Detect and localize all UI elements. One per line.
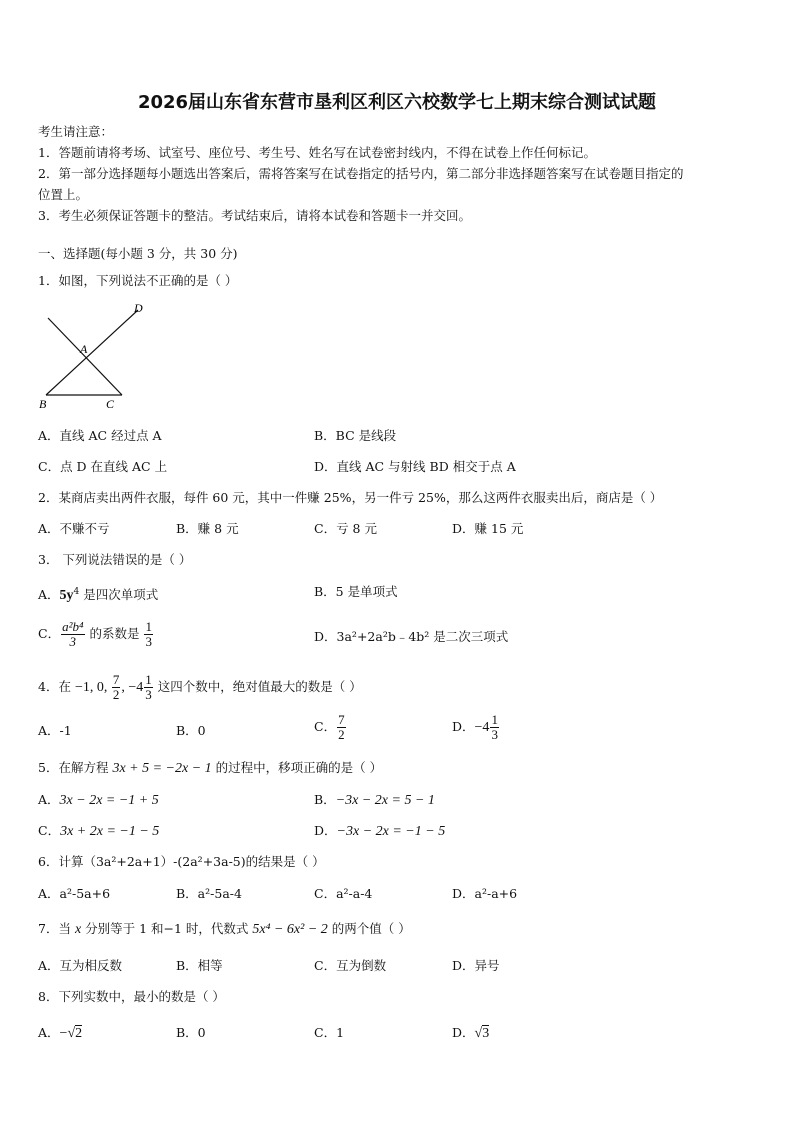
q1-option-b[interactable]: B．BC 是线段 [314,428,397,443]
q4-f2-den: 3 [145,687,152,702]
page-title: 2026届山东省东营市垦利区利区六校数学七上期末综合测试试题 [137,92,657,113]
q7-middle: 分别等于 1 和−1 时，代数式 [81,921,253,936]
q5-prefix: 5．在解方程 [38,760,113,775]
q4-f2-num: 1 [145,672,152,687]
q7-option-d[interactable]: D．异号 [452,958,500,973]
q4-d-prefix: D． [452,719,475,734]
q7-variable: x [74,922,82,937]
q4-fraction-1-3 [144,673,153,702]
q5-d-prefix: D． [314,823,337,838]
q3-a-suffix: 是四次单项式 [79,587,159,603]
q8-d-prefix: D． [452,1025,475,1040]
q4-f1-den: 2 [112,687,120,702]
q4-option-a[interactable]: A．-1 [38,723,72,738]
q4-option-b[interactable]: B．0 [176,723,206,738]
label-b: B [39,397,47,411]
label-c: C [106,397,115,411]
notice-item-2-cont: 位置上。 [38,187,89,202]
q7-option-b[interactable]: B．相等 [176,958,223,973]
q6-option-b[interactable]: B．a²-5a-4 [176,886,242,901]
q5-a-prefix: A． [38,792,60,807]
notice-item-3: 3．考生必须保证答题卡的整洁。考试结束后，请将本试卷和答题卡一并交回。 [38,208,471,223]
q4-suffix: 这四个数中，绝对值最大的数是（ ） [153,679,362,694]
q4-d-num: 1 [491,712,498,727]
q8-stem: 8．下列实数中，最小的数是（ ） [38,989,225,1004]
q4-c-fraction [337,713,346,742]
q1-option-d[interactable]: D．直线 AC 与射线 BD 相交于点 A [314,459,516,474]
q5-b-equation: −3x − 2x = 5 − 1 [335,793,435,808]
q3-a-base: 5y [59,588,74,604]
q8-a-radicand: 2 [75,1026,83,1041]
q5-suffix: 的过程中，移项正确的是（ ） [211,760,383,775]
q4-list: −1, 0, [74,680,111,695]
q3-option-b[interactable]: B．5 是单项式 [314,584,398,599]
q8-option-c[interactable]: C．1 [314,1025,345,1040]
q3-c-fraction [61,620,84,649]
q6-option-c[interactable]: C．a²-a-4 [314,886,373,901]
q8-option-a[interactable] [38,1024,82,1043]
q1-option-c[interactable]: C．点 D 在直线 AC 上 [38,459,168,474]
q3-c-coef-num: 1 [145,619,152,634]
sqrt-icon: √ [474,1026,483,1041]
q2-stem: 2．某商店卖出两件衣服，每件 60 元，其中一件赚 25%，另一件亏 25%，那么这两件衣服卖出后，商店是（ ） [38,490,663,505]
q3-stem: 3． 下列说法错误的是（ ） [38,552,192,567]
q7-expression: 5x⁴ − 6x² − 2 [252,922,328,937]
q2-option-b[interactable]: B．赚 8 元 [176,521,239,536]
q4-option-c[interactable] [314,713,347,742]
q4-prefix: 4．在 [38,679,75,694]
q4-d-whole: −4 [474,720,490,735]
q1-stem: 1．如图，下列说法不正确的是（ ） [38,273,238,288]
q3-c-coef-den: 3 [145,634,152,649]
q7-option-c[interactable]: C．互为倒数 [314,958,387,973]
q8-d-radicand: 3 [482,1026,490,1041]
q3-option-a[interactable] [38,583,158,605]
q3-c-coefficient [144,620,153,649]
q3-c-denominator: 3 [69,634,77,649]
notice-item-1: 1．答题前请将考场、试室号、座位号、考生号、姓名写在试卷密封线内，不得在试卷上作任何标记。 [38,145,596,160]
q7-option-a[interactable]: A．互为相反数 [38,958,123,973]
q8-option-b[interactable]: B．0 [176,1025,206,1040]
ray-bd [46,310,138,395]
q6-option-a[interactable]: A．a²-5a+6 [38,886,111,901]
q3-option-d[interactable]: D．3a²+2a²b﹣4b² 是二次三项式 [314,629,509,644]
q2-option-c[interactable]: C．亏 8 元 [314,521,377,536]
q5-option-d[interactable] [314,822,445,841]
label-a: A [80,342,88,356]
q4-c-prefix: C． [314,719,337,734]
notice-heading: 考生请注意： [38,124,114,139]
q5-stem [38,759,382,778]
q4-c-num: 7 [338,712,345,727]
q1-figure [36,298,156,414]
q5-option-c[interactable] [38,822,159,841]
q2-option-d[interactable]: D．赚 15 元 [452,521,524,536]
q4-fraction-7-2 [112,673,121,702]
q6-option-d[interactable]: D．a²-a+6 [452,886,518,901]
q5-option-a[interactable] [38,791,159,810]
q5-option-b[interactable] [314,791,435,810]
q1-option-a[interactable]: A．直线 AC 经过点 A [38,428,162,443]
q4-f1-num: 7 [112,672,120,687]
label-d: D [134,301,143,315]
q3-c-prefix: C． [38,626,61,641]
q3-c-middle: 的系数是 [85,626,144,641]
q3-a-prefix: A． [38,587,60,603]
q7-stem [38,920,411,939]
q4-separator: , −4 [121,680,144,695]
section-heading: 一、选择题(每小题 3 分，共 30 分) [38,246,238,261]
q3-option-c[interactable] [38,620,154,649]
q5-c-prefix: C． [38,823,61,838]
q7-suffix: 的两个值（ ） [327,921,411,936]
notice-item-2: 2．第一部分选择题每小题选出答案后，需将答案写在试卷指定的括号内，第二部分非选择题答案写在试卷题目指定的 [38,166,684,181]
q4-d-fraction [490,713,499,742]
q5-b-prefix: B． [314,792,336,807]
q7-prefix: 7．当 [38,921,75,936]
q8-a-prefix: A． [38,1025,60,1040]
q5-equation: 3x + 5 = −2x − 1 [112,761,212,776]
q4-d-den: 3 [491,727,498,742]
q2-option-a[interactable]: A．不赚不亏 [38,521,110,536]
q3-c-numerator: a²b⁴ [62,619,84,634]
q8-a-sign: − [59,1026,68,1041]
sqrt-icon: √ [67,1026,76,1041]
q5-c-equation: 3x + 2x = −1 − 5 [60,824,160,839]
q6-stem: 6．计算（3a²+2a+1）-(2a²+3a-5)的结果是（ ） [38,854,325,869]
q4-stem [38,673,362,702]
q4-c-den: 2 [338,727,345,742]
q3-a-exponent: 4 [73,587,80,597]
q5-a-equation: 3x − 2x = −1 + 5 [59,793,159,808]
q4-option-d[interactable] [452,713,500,742]
q8-option-d[interactable] [452,1024,489,1043]
q5-d-equation: −3x − 2x = −1 − 5 [336,824,446,839]
